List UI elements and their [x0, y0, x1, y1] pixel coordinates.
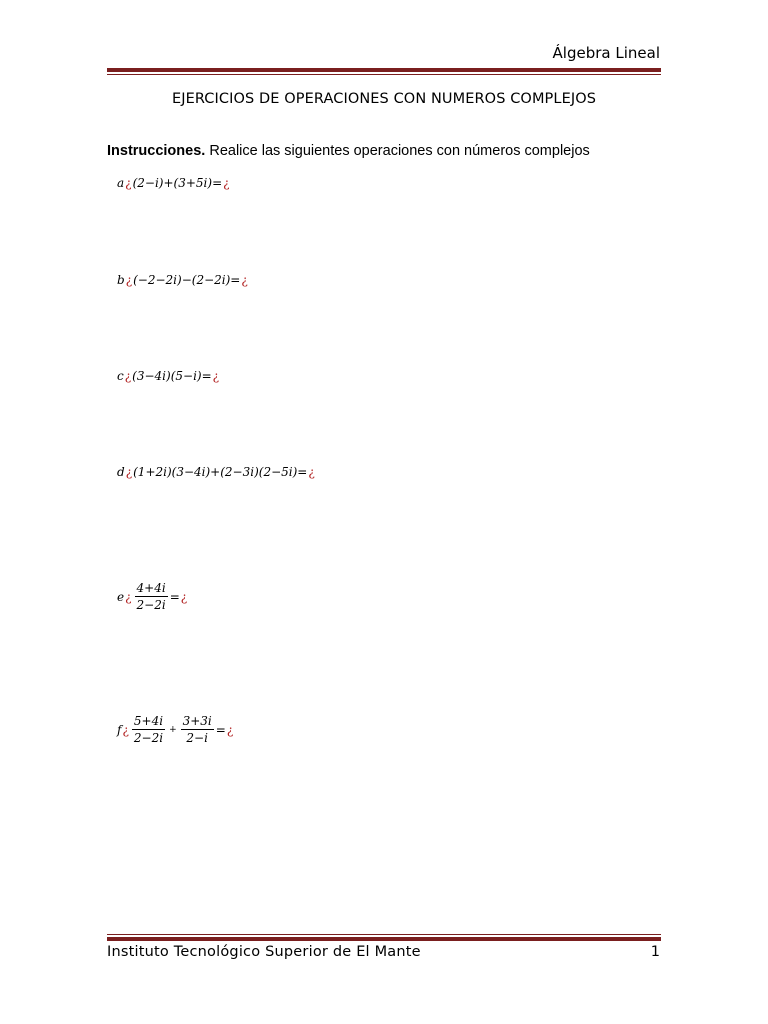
exercise-expression: (−2−2i)−(2−2i)= — [133, 273, 241, 287]
exercise-label: f — [117, 722, 122, 737]
exercise-label: d — [117, 465, 125, 479]
fraction — [135, 581, 168, 612]
marker-glyph: ¿ — [124, 369, 132, 383]
exercise-b — [117, 273, 249, 287]
fraction-denominator: 2−2i — [133, 731, 164, 745]
equals-sign: = — [169, 589, 180, 604]
fraction — [132, 714, 165, 745]
exercise-label: e — [117, 589, 125, 604]
exercise-expression: (3−4i)(5−i)= — [132, 369, 212, 383]
exercise-expression: (1+2i)(3−4i)+(2−3i)(2−5i)= — [133, 465, 308, 479]
exercise-d — [117, 465, 316, 479]
marker-glyph: ¿ — [125, 176, 132, 190]
footer-institution: Instituto Tecnológico Superior de El Mante — [107, 944, 421, 960]
plus-sign: + — [169, 724, 177, 735]
exercise-expression: (2−i)+(3+5i)= — [132, 176, 223, 190]
instructions-text: Realice las siguientes operaciones con números complejos — [205, 143, 590, 159]
instructions — [107, 143, 590, 159]
header-rule-thin — [107, 74, 661, 75]
marker-glyph: ¿ — [223, 176, 230, 190]
document-title: EJERCICIOS DE OPERACIONES CON NUMEROS COMPLEJOS — [171, 91, 597, 107]
fraction-numerator: 3+3i — [182, 714, 212, 728]
equals-sign: = — [215, 722, 226, 737]
exercise-label: c — [117, 369, 124, 383]
exercise-c — [117, 369, 220, 383]
header-title: Álgebra Lineal — [552, 44, 660, 62]
footer-rule-thick — [107, 937, 661, 941]
fraction — [181, 714, 214, 745]
marker-glyph: ¿ — [180, 589, 188, 604]
marker-glyph: ¿ — [241, 273, 248, 287]
exercise-a — [117, 176, 231, 190]
exercise-label: b — [117, 273, 125, 287]
page-number: 1 — [650, 944, 660, 960]
fraction-numerator: 5+4i — [133, 714, 164, 728]
exercise-label: a — [117, 176, 125, 190]
fraction-denominator: 2−2i — [136, 598, 166, 612]
marker-glyph: ¿ — [122, 722, 129, 737]
fraction-numerator: 4+4i — [136, 581, 166, 595]
fraction-denominator: 2−i — [186, 731, 208, 745]
marker-glyph: ¿ — [226, 722, 234, 737]
header-rule-thick — [107, 68, 661, 72]
marker-glyph: ¿ — [125, 465, 133, 479]
marker-glyph: ¿ — [308, 465, 315, 479]
instructions-label: Instrucciones. — [107, 143, 206, 159]
marker-glyph: ¿ — [125, 273, 133, 287]
footer-rule-thin — [107, 934, 661, 935]
marker-glyph: ¿ — [212, 369, 220, 383]
marker-glyph: ¿ — [125, 589, 132, 604]
exercise-e — [117, 581, 188, 612]
exercise-f — [117, 714, 234, 745]
